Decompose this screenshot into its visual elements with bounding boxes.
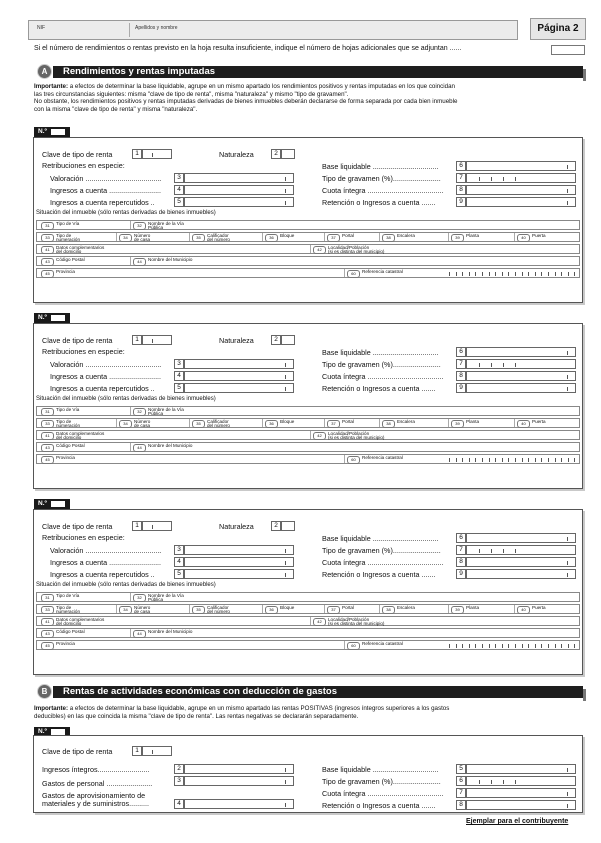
b-num-5: 5 <box>456 764 466 774</box>
casilla-code: 32 <box>133 222 146 230</box>
inmueble-row-2 <box>36 604 580 614</box>
additional-sheets-field[interactable] <box>551 45 585 55</box>
inmueble-row-3 <box>36 244 580 254</box>
cuota-field[interactable] <box>466 371 576 381</box>
inmueble-cell[interactable] <box>133 594 184 602</box>
casilla-code: 36 <box>265 420 278 428</box>
inmueble-cell[interactable] <box>192 606 230 614</box>
inmueble-cell[interactable] <box>347 270 403 278</box>
casilla-code: 32 <box>133 408 146 416</box>
casilla-code: 33 <box>41 234 54 242</box>
casilla-code: 31 <box>41 408 54 416</box>
casilla-code: 44 <box>133 258 146 266</box>
casilla-label: Bloque <box>280 233 295 238</box>
inmueble-cell[interactable] <box>133 444 192 452</box>
casilla-code: 34 <box>119 420 132 428</box>
casilla-label: Referencia catastral <box>362 455 403 460</box>
inmueble-row-1 <box>36 592 580 602</box>
base-label: Base liquidable ................................. <box>322 348 439 357</box>
casilla-label: Bloque <box>280 605 295 610</box>
section-b-number-tag: N.º <box>34 727 70 737</box>
inmueble-row-3 <box>36 616 580 626</box>
b-aprov-label-2: materiales y de suministros.......... <box>42 799 150 808</box>
casilla-code: 42 <box>313 432 326 440</box>
num-8: 8 <box>456 371 466 381</box>
base-field[interactable] <box>466 533 576 543</box>
b-num-6: 6 <box>456 776 466 786</box>
ingresos-label: Ingresos a cuenta .......................... <box>50 186 162 195</box>
casilla-code: 41 <box>41 618 54 626</box>
inmueble-cell[interactable] <box>265 420 294 428</box>
situacion-label: Situación del inmueble (sólo rentas derivadas de bienes inmuebles) <box>36 396 216 402</box>
num-5: 5 <box>174 383 184 393</box>
inmueble-cell[interactable] <box>451 234 479 242</box>
naturaleza-label: Naturaleza <box>219 522 254 531</box>
inmueble-cell[interactable] <box>41 618 104 626</box>
section-b-title: Rentas de actividades económicas con deducción de gastos <box>53 686 583 698</box>
inmueble-cell[interactable] <box>382 234 415 242</box>
repercutidos-field[interactable] <box>184 569 294 579</box>
retribuciones-label: Retribuciones en especie: <box>42 347 125 356</box>
casilla-label: Tipo de Vía <box>56 407 80 412</box>
num-4: 4 <box>174 557 184 567</box>
b-retencion-field[interactable] <box>466 800 576 810</box>
num-7: 7 <box>456 173 466 183</box>
naturaleza-num: 2 <box>271 149 281 159</box>
valoracion-field[interactable] <box>184 173 294 183</box>
inmueble-cell[interactable] <box>41 408 79 416</box>
casilla-label: Número de casa <box>134 419 151 428</box>
casilla-label: Provincia <box>56 641 75 646</box>
casilla-code: 37 <box>327 606 340 614</box>
casilla-code: 43 <box>41 630 54 638</box>
clave-label: Clave de tipo de renta <box>42 522 113 531</box>
retribuciones-label: Retribuciones en especie: <box>42 161 125 170</box>
tipo-field[interactable] <box>466 545 576 555</box>
casilla-label: Referencia catastral <box>362 641 403 646</box>
casilla-label: Provincia <box>56 269 75 274</box>
repercutidos-field[interactable] <box>184 197 294 207</box>
casilla-label: Tipo de Vía <box>56 593 80 598</box>
situacion-label: Situación del inmueble (sólo rentas derivadas de bienes inmuebles) <box>36 582 216 588</box>
inmueble-cell[interactable] <box>41 246 104 254</box>
casilla-code: 45 <box>41 270 54 278</box>
casilla-code: 31 <box>41 222 54 230</box>
num-3: 3 <box>174 359 184 369</box>
inmueble-cell[interactable] <box>133 258 192 266</box>
num-9: 9 <box>456 383 466 393</box>
inmueble-cell[interactable] <box>265 234 294 242</box>
casilla-code: 40 <box>517 606 530 614</box>
tipo-field[interactable] <box>466 173 576 183</box>
naturaleza-field[interactable] <box>281 149 295 159</box>
casilla-label: Puerta <box>532 419 546 424</box>
inmueble-cell[interactable] <box>327 420 354 428</box>
naturaleza-num: 2 <box>271 335 281 345</box>
clave-num: 1 <box>132 521 142 531</box>
casilla-label: Nombre de la Vía Pública <box>148 407 184 416</box>
block-3-frame <box>33 509 583 675</box>
num-6: 6 <box>456 161 466 171</box>
num-8: 8 <box>456 185 466 195</box>
inmueble-cell[interactable] <box>517 606 546 614</box>
casilla-label: Planta <box>466 419 480 424</box>
clave-num: 1 <box>132 149 142 159</box>
casilla-code: 41 <box>41 432 54 440</box>
section-a-title: Rendimientos y rentas imputadas <box>53 66 583 78</box>
casilla-code: 34 <box>119 606 132 614</box>
retencion-field[interactable] <box>466 383 576 393</box>
ingresos-label: Ingresos a cuenta .......................... <box>50 558 162 567</box>
section-a-note: Importante: a efectos de determinar la base liquidable, agrupe en un mismo apartado los rendimientos positivos y rentas imputadas en los que coincidan las tres circunstancias siguientes: misma "clave de tipo de renta", misma "naturaleza" y mismo "tipo de gravamen". No obstante, los rendimientos positivos y rentas imputadas derivadas de bienes inmuebles deberán declararse de forma separada por cada bien inmueble con la misma "clave de tipo de renta" y misma "naturaleza". <box>34 83 458 113</box>
num-8: 8 <box>456 557 466 567</box>
b-num-2: 2 <box>174 764 184 774</box>
inmueble-cell[interactable] <box>313 432 384 440</box>
inmueble-cell[interactable] <box>41 234 80 242</box>
valoracion-label: Valoración ...................................... <box>50 360 162 369</box>
casilla-code: 43 <box>41 258 54 266</box>
tipo-field[interactable] <box>466 359 576 369</box>
casilla-code: 44 <box>133 630 146 638</box>
num-6: 6 <box>456 347 466 357</box>
inmueble-cell[interactable] <box>313 618 384 626</box>
page-number-badge: Página 2 <box>530 18 586 40</box>
situacion-label: Situación del inmueble (sólo rentas derivadas de bienes inmuebles) <box>36 210 216 216</box>
inmueble-cell[interactable] <box>41 630 85 638</box>
retencion-field[interactable] <box>466 569 576 579</box>
cuota-field[interactable] <box>466 557 576 567</box>
casilla-code: 41 <box>41 246 54 254</box>
casilla-code: 36 <box>265 234 278 242</box>
inmueble-cell[interactable] <box>517 420 546 428</box>
naturaleza-num: 2 <box>271 521 281 531</box>
valoracion-field[interactable] <box>184 545 294 555</box>
block-1-number-tag: N.º <box>34 127 70 137</box>
section-a-badge: A <box>37 64 52 79</box>
inmueble-cell[interactable] <box>347 456 403 464</box>
casilla-label: Número de casa <box>134 605 151 614</box>
inmueble-cell[interactable] <box>41 270 75 278</box>
inmueble-row-4 <box>36 256 580 266</box>
casilla-code: 39 <box>451 234 464 242</box>
inmueble-cell[interactable] <box>382 606 415 614</box>
valoracion-field[interactable] <box>184 359 294 369</box>
casilla-code: 40 <box>517 234 530 242</box>
num-9: 9 <box>456 569 466 579</box>
block-2-frame <box>33 323 583 489</box>
inmueble-row-5 <box>36 640 580 650</box>
casilla-code: 42 <box>313 618 326 626</box>
casilla-label: Puerta <box>532 233 546 238</box>
b-clave-label: Clave de tipo de renta <box>42 747 113 756</box>
casilla-code: 60 <box>347 456 360 464</box>
ingresos-field[interactable] <box>184 371 294 381</box>
inmueble-cell[interactable] <box>41 432 104 440</box>
tipo-label: Tipo de gravamen (%)........................ <box>322 360 441 369</box>
retencion-field[interactable] <box>466 197 576 207</box>
repercutidos-label: Ingresos a cuenta repercutidos .. <box>50 570 155 579</box>
casilla-code: 36 <box>265 606 278 614</box>
casilla-code: 35 <box>192 606 205 614</box>
b-num-4: 4 <box>174 799 184 809</box>
casilla-label: Localidad/Población (si es distinta del municipio) <box>328 431 385 440</box>
num-9: 9 <box>456 197 466 207</box>
num-7: 7 <box>456 359 466 369</box>
retribuciones-label: Retribuciones en especie: <box>42 533 125 542</box>
casilla-code: 38 <box>382 234 395 242</box>
inmueble-cell[interactable] <box>192 420 230 428</box>
casilla-label: Escalera <box>397 605 415 610</box>
clave-field[interactable] <box>142 521 172 531</box>
clave-field[interactable] <box>142 149 172 159</box>
b-num-7: 7 <box>456 788 466 798</box>
casilla-code: 39 <box>451 420 464 428</box>
retencion-label: Retención o Ingresos a cuenta ....... <box>322 198 436 207</box>
casilla-label: Localidad/Población (si es distinta del municipio) <box>328 245 385 254</box>
casilla-label: Tipo de numeración <box>56 605 81 614</box>
header-divider <box>129 23 130 37</box>
inmueble-cell[interactable] <box>41 594 79 602</box>
inmueble-cell[interactable] <box>133 408 184 416</box>
base-field[interactable] <box>466 161 576 171</box>
casilla-label: Nombre del Municipio <box>148 257 193 262</box>
tipo-label: Tipo de gravamen (%)........................ <box>322 546 441 555</box>
ingresos-field[interactable] <box>184 185 294 195</box>
casilla-label: Código Postal <box>56 257 85 262</box>
casilla-code: 45 <box>41 456 54 464</box>
valoracion-label: Valoración ...................................... <box>50 174 162 183</box>
num-3: 3 <box>174 545 184 555</box>
casilla-label: Planta <box>466 605 480 610</box>
inmueble-cell[interactable] <box>451 606 479 614</box>
inmueble-cell[interactable] <box>41 642 75 650</box>
b-tipo-label: Tipo de gravamen (%)........................ <box>322 777 441 786</box>
b-num-8: 8 <box>456 800 466 810</box>
block-2-number-tag: N.º <box>34 313 70 323</box>
b-clave-num: 1 <box>132 746 142 756</box>
casilla-label: Portal <box>342 419 355 424</box>
additional-sheets-instruction: Si el número de rendimientos o rentas previsto en la hoja resulta insuficiente, indique el número de hojas adicionales que se adjuntan ...... <box>34 45 462 52</box>
casilla-label: Bloque <box>280 419 295 424</box>
b-aprov-field[interactable] <box>184 799 294 809</box>
b-cuota-label: Cuota íntegra ...................................... <box>322 789 444 798</box>
casilla-label: Nombre del Municipio <box>148 443 193 448</box>
casilla-code: 42 <box>313 246 326 254</box>
inmueble-cell[interactable] <box>327 606 354 614</box>
block-1-frame <box>33 137 583 303</box>
inmueble-row-4 <box>36 442 580 452</box>
casilla-label: Referencia catastral <box>362 269 403 274</box>
b-tipo-field[interactable] <box>466 776 576 786</box>
retencion-label: Retención o Ingresos a cuenta ....... <box>322 384 436 393</box>
inmueble-cell[interactable] <box>265 606 294 614</box>
num-4: 4 <box>174 371 184 381</box>
num-5: 5 <box>174 197 184 207</box>
inmueble-row-2 <box>36 232 580 242</box>
inmueble-cell[interactable] <box>347 642 403 650</box>
casilla-label: Tipo de Vía <box>56 221 80 226</box>
inmueble-cell[interactable] <box>313 246 384 254</box>
inmueble-row-3 <box>36 430 580 440</box>
section-b-frame <box>33 735 583 813</box>
b-aprov-label-1: Gastos de aprovisionamiento de <box>42 791 146 800</box>
casilla-code: 38 <box>382 606 395 614</box>
casilla-label: Código Postal <box>56 629 85 634</box>
inmueble-row-1 <box>36 406 580 416</box>
base-label: Base liquidable ................................. <box>322 534 439 543</box>
casilla-label: Escalera <box>397 419 415 424</box>
repercutidos-field[interactable] <box>184 383 294 393</box>
retencion-label: Retención o Ingresos a cuenta ....... <box>322 570 436 579</box>
casilla-code: 43 <box>41 444 54 452</box>
casilla-label: Datos complementarios del domicilio <box>56 617 105 626</box>
b-personal-field[interactable] <box>184 776 294 786</box>
casilla-code: 60 <box>347 270 360 278</box>
casilla-label: Provincia <box>56 455 75 460</box>
clave-label: Clave de tipo de renta <box>42 336 113 345</box>
inmueble-cell[interactable] <box>41 222 79 230</box>
num-4: 4 <box>174 185 184 195</box>
b-personal-label: Gastos de personal ....................... <box>42 779 153 788</box>
casilla-label: Datos complementarios del domicilio <box>56 245 105 254</box>
inmueble-cell[interactable] <box>41 606 80 614</box>
b-retencion-label: Retención o Ingresos a cuenta ....... <box>322 801 436 810</box>
casilla-code: 32 <box>133 594 146 602</box>
casilla-label: Nombre de la Vía Pública <box>148 221 184 230</box>
b-ingresos-field[interactable] <box>184 764 294 774</box>
casilla-code: 38 <box>382 420 395 428</box>
casilla-code: 44 <box>133 444 146 452</box>
naturaleza-label: Naturaleza <box>219 336 254 345</box>
inmueble-cell[interactable] <box>327 234 354 242</box>
casilla-code: 35 <box>192 420 205 428</box>
naturaleza-label: Naturaleza <box>219 150 254 159</box>
repercutidos-label: Ingresos a cuenta repercutidos .. <box>50 384 155 393</box>
casilla-label: Tipo de numeración <box>56 233 81 242</box>
cuota-label: Cuota íntegra ...................................... <box>322 186 444 195</box>
casilla-code: 35 <box>192 234 205 242</box>
b-ingresos-label: Ingresos íntegros.......................... <box>42 765 150 774</box>
casilla-label: Escalera <box>397 233 415 238</box>
tipo-label: Tipo de gravamen (%)........................ <box>322 174 441 183</box>
nif-label: NIF <box>37 25 46 31</box>
valoracion-label: Valoración ...................................... <box>50 546 162 555</box>
block-3-number-tag: N.º <box>34 499 70 509</box>
casilla-code: 34 <box>119 234 132 242</box>
casilla-label: Datos complementarios del domicilio <box>56 431 105 440</box>
casilla-label: Localidad/Población (si es distinta del municipio) <box>328 617 385 626</box>
casilla-code: 45 <box>41 642 54 650</box>
casilla-code: 39 <box>451 606 464 614</box>
casilla-label: Portal <box>342 233 355 238</box>
casilla-label: Código Postal <box>56 443 85 448</box>
inmueble-row-1 <box>36 220 580 230</box>
inmueble-cell[interactable] <box>41 456 75 464</box>
inmueble-row-2 <box>36 418 580 428</box>
casilla-code: 33 <box>41 420 54 428</box>
base-label: Base liquidable ................................. <box>322 162 439 171</box>
cuota-field[interactable] <box>466 185 576 195</box>
num-7: 7 <box>456 545 466 555</box>
b-num-3: 3 <box>174 776 184 786</box>
num-6: 6 <box>456 533 466 543</box>
clave-label: Clave de tipo de renta <box>42 150 113 159</box>
base-field[interactable] <box>466 347 576 357</box>
casilla-label: Número de casa <box>134 233 151 242</box>
b-base-label: Base liquidable ................................. <box>322 765 439 774</box>
inmueble-cell[interactable] <box>41 420 80 428</box>
casilla-label: Tipo de numeración <box>56 419 81 428</box>
section-b-note: Importante: a efectos de determinar la base liquidable, agrupe en un mismo apartado las rentas POSITIVAS (ingresos íntegros superiores a los gastos deducibles) en las que coincida la misma "clave de tipo de renta". Las rentas negativas se declararán separadamente. <box>34 705 450 720</box>
ejemplar-footer: Ejemplar para el contribuyente <box>466 818 569 825</box>
num-3: 3 <box>174 173 184 183</box>
ingresos-field[interactable] <box>184 557 294 567</box>
num-5: 5 <box>174 569 184 579</box>
inmueble-cell[interactable] <box>451 420 479 428</box>
inmueble-cell[interactable] <box>517 234 546 242</box>
casilla-label: Calificador del número <box>207 605 230 614</box>
casilla-label: Calificador del número <box>207 419 230 428</box>
ingresos-label: Ingresos a cuenta .......................... <box>50 372 162 381</box>
naturaleza-field[interactable] <box>281 335 295 345</box>
inmueble-cell[interactable] <box>133 222 184 230</box>
casilla-code: 33 <box>41 606 54 614</box>
inmueble-cell[interactable] <box>382 420 415 428</box>
casilla-label: Calificador del número <box>207 233 230 242</box>
header-identification-bar <box>28 20 518 40</box>
b-base-field[interactable] <box>466 764 576 774</box>
inmueble-cell[interactable] <box>119 234 150 242</box>
casilla-label: Nombre del Municipio <box>148 629 193 634</box>
casilla-code: 40 <box>517 420 530 428</box>
casilla-label: Puerta <box>532 605 546 610</box>
inmueble-cell[interactable] <box>41 444 85 452</box>
casilla-label: Nombre de la Vía Pública <box>148 593 184 602</box>
casilla-label: Planta <box>466 233 480 238</box>
repercutidos-label: Ingresos a cuenta repercutidos .. <box>50 198 155 207</box>
casilla-code: 37 <box>327 234 340 242</box>
inmueble-cell[interactable] <box>41 258 85 266</box>
cuota-label: Cuota íntegra ...................................... <box>322 372 444 381</box>
casilla-code: 31 <box>41 594 54 602</box>
naturaleza-field[interactable] <box>281 521 295 531</box>
cuota-label: Cuota íntegra ...................................... <box>322 558 444 567</box>
apellidos-label: Apellidos y nombre <box>135 25 178 31</box>
inmueble-cell[interactable] <box>119 420 150 428</box>
inmueble-row-5 <box>36 268 580 278</box>
inmueble-row-4 <box>36 628 580 638</box>
casilla-code: 37 <box>327 420 340 428</box>
casilla-code: 60 <box>347 642 360 650</box>
clave-field[interactable] <box>142 335 172 345</box>
inmueble-cell[interactable] <box>192 234 230 242</box>
inmueble-row-5 <box>36 454 580 464</box>
inmueble-cell[interactable] <box>133 630 192 638</box>
inmueble-cell[interactable] <box>119 606 150 614</box>
b-cuota-field[interactable] <box>466 788 576 798</box>
b-clave-field[interactable] <box>142 746 172 756</box>
casilla-label: Portal <box>342 605 355 610</box>
section-b-badge: B <box>37 684 52 699</box>
clave-num: 1 <box>132 335 142 345</box>
